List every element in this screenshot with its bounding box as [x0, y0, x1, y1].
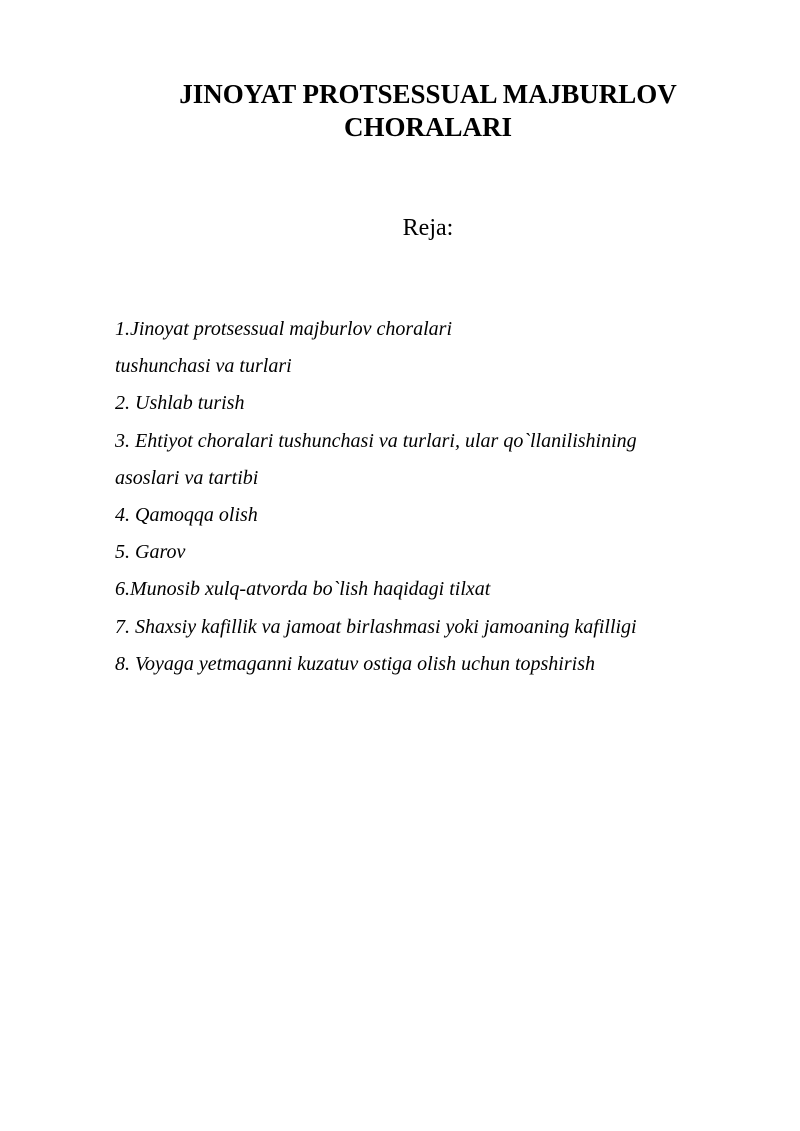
plan-line: 8. Voyaga yetmaganni kuzatuv ostiga olish uchun topshirish — [115, 652, 595, 675]
plan-line: 7. Shaxsiy kafillik va jamoat birlashmasi yoki jamoaning kafilligi — [115, 615, 637, 638]
title-line-2: CHORALARI — [343, 112, 512, 142]
plan-line: 4. Qamoqqa olish — [115, 504, 258, 527]
plan-line: 1.Jinoyat protsessual majburlov choralari — [115, 318, 453, 340]
title-line-1: JINOYAT PROTSESSUAL MAJBURLOV — [179, 79, 677, 109]
plan-heading: Reja: — [402, 215, 454, 241]
page-title — [128, 78, 728, 144]
plan-line: 5. Garov — [115, 541, 186, 564]
plan-line: 2. Ushlab turish — [115, 392, 245, 415]
plan-line: 3. Ehtiyot choralari tushunchasi va turlari, ular qo`llanilishining — [115, 429, 637, 452]
plan-list — [115, 311, 755, 683]
plan-line: tushunchasi va turlari — [115, 355, 292, 378]
plan-line: 6.Munosib xulq-atvorda bo`lish haqidagi tilxat — [115, 578, 491, 601]
plan-line: asoslari va tartibi — [115, 466, 259, 489]
